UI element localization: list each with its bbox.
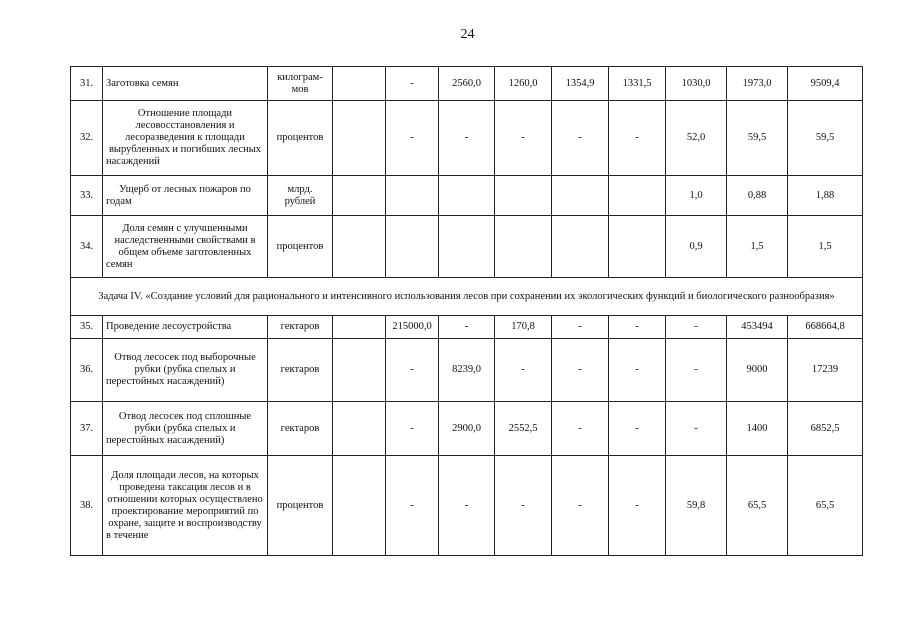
indicators-table [70, 66, 863, 556]
indicator-name: Отношение площади лесовосстановления и лесоразведения к площади вырубленных и погибших лесных насаждений [103, 101, 268, 176]
value-cell: 1400 [727, 402, 788, 456]
value-cell: - [386, 339, 439, 402]
table-row [71, 216, 863, 278]
value-cell: - [495, 101, 552, 176]
value-cell [333, 316, 386, 339]
value-cell: - [386, 101, 439, 176]
indicator-name: Доля площади лесов, на которых проведена таксация лесов и в отношении которых осуществлено проектирование мероприятий по охране, защите и воспроизводству в течение [103, 456, 268, 556]
value-cell [333, 456, 386, 556]
value-cell: 9509,4 [788, 67, 863, 101]
value-cell: 1,88 [788, 176, 863, 216]
value-cell: 170,8 [495, 316, 552, 339]
value-cell: - [666, 402, 727, 456]
row-number: 35. [71, 316, 103, 339]
value-cell [386, 176, 439, 216]
value-cell: 1260,0 [495, 67, 552, 101]
value-cell [552, 176, 609, 216]
value-cell: 0,9 [666, 216, 727, 278]
value-cell [333, 339, 386, 402]
unit: процентов [268, 101, 333, 176]
task-row [71, 278, 863, 316]
indicator-name: Доля семян с улучшенными наследственными свойствами в общем объеме заготовленных семян [103, 216, 268, 278]
value-cell: 215000,0 [386, 316, 439, 339]
value-cell: 65,5 [727, 456, 788, 556]
row-number: 38. [71, 456, 103, 556]
value-cell: - [552, 402, 609, 456]
value-cell: - [495, 456, 552, 556]
value-cell [333, 216, 386, 278]
indicator-name: Заготовка семян [103, 67, 268, 101]
value-cell [495, 176, 552, 216]
table-row [71, 456, 863, 556]
table-row [71, 176, 863, 216]
value-cell [609, 216, 666, 278]
value-cell [609, 176, 666, 216]
value-cell [333, 67, 386, 101]
value-cell: - [666, 316, 727, 339]
value-cell: - [439, 456, 495, 556]
value-cell: - [552, 339, 609, 402]
value-cell: 1973,0 [727, 67, 788, 101]
indicator-name: Проведение лесоустройства [103, 316, 268, 339]
unit: гектаров [268, 316, 333, 339]
value-cell: - [609, 456, 666, 556]
value-cell: - [609, 402, 666, 456]
value-cell: - [495, 339, 552, 402]
unit: млрд. рублей [268, 176, 333, 216]
value-cell: 668664,8 [788, 316, 863, 339]
value-cell [439, 176, 495, 216]
value-cell: - [439, 101, 495, 176]
indicator-name: Отвод лесосек под сплошные рубки (рубка спелых и перестойных насаждений) [103, 402, 268, 456]
value-cell: - [386, 456, 439, 556]
row-number: 31. [71, 67, 103, 101]
value-cell: 8239,0 [439, 339, 495, 402]
task-heading: Задача IV. «Создание условий для рационального и интенсивного использования лесов при сохранении их экологических функций и биологического разнообразия» [71, 278, 863, 316]
row-number: 37. [71, 402, 103, 456]
value-cell: 1,5 [727, 216, 788, 278]
value-cell: - [386, 402, 439, 456]
value-cell: 2552,5 [495, 402, 552, 456]
value-cell [333, 176, 386, 216]
value-cell: 59,5 [727, 101, 788, 176]
value-cell [386, 216, 439, 278]
value-cell: 1030,0 [666, 67, 727, 101]
value-cell: - [552, 456, 609, 556]
value-cell [552, 216, 609, 278]
value-cell: - [666, 339, 727, 402]
row-number: 34. [71, 216, 103, 278]
value-cell: 1,5 [788, 216, 863, 278]
value-cell: 65,5 [788, 456, 863, 556]
page-number: 24 [460, 27, 475, 42]
value-cell: - [439, 316, 495, 339]
value-cell [333, 101, 386, 176]
indicator-name: Отвод лесосек под выборочные рубки (рубка спелых и перестойных насаждений) [103, 339, 268, 402]
table-row [71, 67, 863, 101]
table-row [71, 339, 863, 402]
row-number: 33. [71, 176, 103, 216]
unit: процентов [268, 216, 333, 278]
value-cell: 2900,0 [439, 402, 495, 456]
unit: гектаров [268, 402, 333, 456]
value-cell: - [609, 339, 666, 402]
value-cell: - [609, 101, 666, 176]
value-cell: 52,0 [666, 101, 727, 176]
value-cell: 2560,0 [439, 67, 495, 101]
row-number: 36. [71, 339, 103, 402]
value-cell: 6852,5 [788, 402, 863, 456]
value-cell: - [552, 316, 609, 339]
value-cell: 9000 [727, 339, 788, 402]
table-row [71, 101, 863, 176]
value-cell: 453494 [727, 316, 788, 339]
value-cell [333, 402, 386, 456]
value-cell: - [386, 67, 439, 101]
value-cell: 59,5 [788, 101, 863, 176]
table-row [71, 402, 863, 456]
value-cell: - [609, 316, 666, 339]
unit: килограм-мов [268, 67, 333, 101]
row-number: 32. [71, 101, 103, 176]
indicator-name: Ущерб от лесных пожаров по годам [103, 176, 268, 216]
value-cell [495, 216, 552, 278]
value-cell: 59,8 [666, 456, 727, 556]
table-row [71, 316, 863, 339]
value-cell: 1,0 [666, 176, 727, 216]
value-cell [439, 216, 495, 278]
value-cell: 1354,9 [552, 67, 609, 101]
value-cell: 17239 [788, 339, 863, 402]
value-cell: 0,88 [727, 176, 788, 216]
value-cell: 1331,5 [609, 67, 666, 101]
unit: процентов [268, 456, 333, 556]
value-cell: - [552, 101, 609, 176]
unit: гектаров [268, 339, 333, 402]
